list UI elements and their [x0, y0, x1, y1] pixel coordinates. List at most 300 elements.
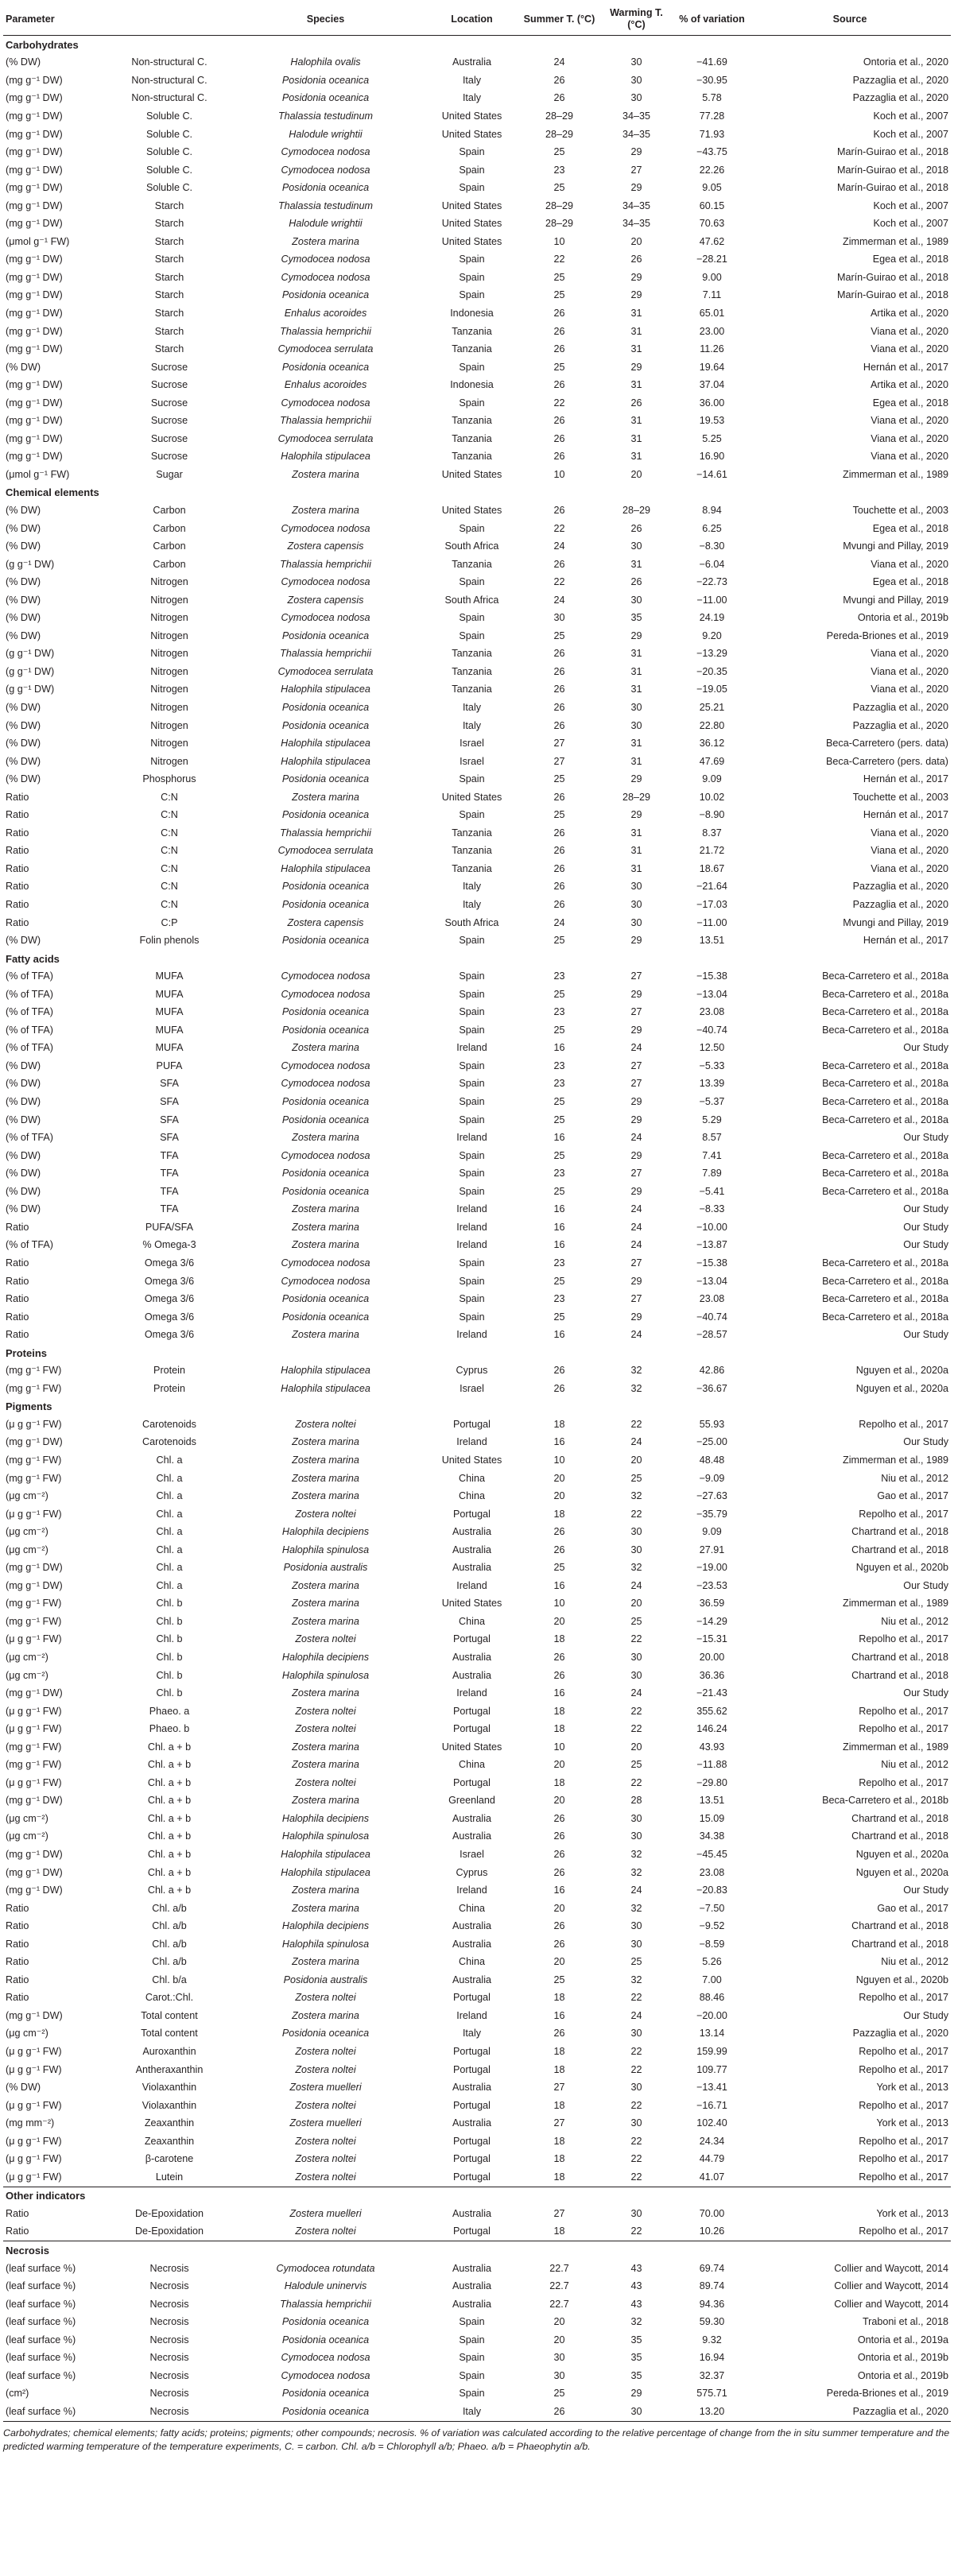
location-cell: Australia [452, 1974, 491, 1985]
group-header-row [3, 2187, 951, 2205]
table-row [3, 1828, 951, 1846]
unit-cell: (% DW) [6, 755, 41, 767]
table-row [3, 1218, 951, 1237]
unit-cell: (mg g⁻¹ FW) [6, 1382, 62, 1394]
variation-cell: −27.63 [696, 1490, 727, 1502]
unit-cell: (mg g⁻¹ DW) [6, 451, 63, 463]
unit-cell: (mg g⁻¹ DW) [6, 146, 63, 158]
parameter-cell: Antheraxanthin [135, 2063, 204, 2075]
source-cell: Our Study [903, 1436, 948, 1448]
warming-temperature-cell: 32 [630, 1902, 642, 1914]
summer-temperature-cell: 26 [553, 2028, 565, 2039]
source-cell: Gao et al., 2017 [877, 1490, 948, 1502]
table-row [3, 126, 951, 144]
species-cell: Halophila stipulacea [281, 738, 370, 750]
variation-cell: −9.09 [699, 1472, 725, 1484]
variation-cell: 16.90 [699, 451, 725, 463]
location-cell: Australia [452, 2082, 491, 2094]
unit-cell: Ratio [6, 1257, 29, 1269]
table-row [3, 627, 951, 645]
variation-cell: 44.79 [699, 2153, 725, 2165]
unit-cell: (g g⁻¹ DW) [6, 684, 55, 695]
source-cell: Beca-Carretero (pers. data) [826, 738, 948, 750]
summer-temperature-cell: 18 [553, 1723, 565, 1735]
variation-cell: 88.46 [699, 1992, 725, 2004]
warming-temperature-cell: 32 [630, 1382, 642, 1394]
location-cell: China [459, 1615, 485, 1627]
summer-temperature-cell: 27 [553, 755, 565, 767]
table-row [3, 1237, 951, 1255]
summer-temperature-cell: 23 [553, 1059, 565, 1071]
summer-temperature-cell: 25 [553, 1096, 565, 1108]
summer-temperature-cell: 30 [553, 2352, 565, 2364]
table-row [3, 1147, 951, 1165]
species-cell: Cymodocea nodosa [281, 146, 370, 158]
unit-cell: Ratio [6, 845, 29, 857]
source-cell: Chartrand et al., 2018 [851, 1830, 948, 1842]
unit-cell: Ratio [6, 1311, 29, 1323]
parameter-cell: Omega 3/6 [144, 1275, 195, 1287]
table-row [3, 663, 951, 681]
species-cell: Zostera marina [292, 235, 359, 247]
species-cell: Halophila stipulacea [281, 1849, 370, 1860]
group-title: Fatty acids [6, 952, 60, 965]
summer-temperature-cell: 23 [553, 1006, 565, 1018]
warming-temperature-cell: 27 [630, 970, 642, 982]
table-row [3, 1720, 951, 1738]
table-row [3, 1021, 951, 1040]
warming-temperature-cell: 30 [630, 881, 642, 893]
unit-cell: Ratio [6, 2207, 29, 2219]
table-row [3, 1954, 951, 1972]
variation-cell: 9.09 [702, 1526, 722, 1538]
location-cell: United States [441, 504, 502, 516]
table-row [3, 2331, 951, 2349]
variation-cell: 13.14 [699, 2028, 725, 2039]
parameter-cell: TFA [160, 1185, 179, 1197]
warming-temperature-cell: 30 [630, 1544, 642, 1555]
variation-cell: 77.28 [699, 110, 725, 122]
summer-temperature-cell: 26 [553, 684, 565, 695]
table-row [3, 717, 951, 735]
species-cell: Zostera marina [292, 1795, 359, 1807]
warming-temperature-cell: 32 [630, 1562, 642, 1574]
source-cell: Nguyen et al., 2020a [855, 1365, 948, 1377]
source-cell: Pereda-Briones et al., 2019 [826, 2388, 948, 2400]
parameter-cell: Necrosis [149, 2369, 189, 2381]
warming-temperature-cell: 24 [630, 1885, 642, 1896]
species-cell: Halophila stipulacea [281, 1365, 370, 1377]
species-cell: Zostera noltei [295, 1508, 356, 1520]
location-cell: Ireland [456, 1132, 487, 1144]
parameter-cell: Nitrogen [150, 702, 188, 713]
warming-temperature-cell: 34–35 [622, 128, 651, 140]
warming-temperature-cell: 31 [630, 432, 642, 444]
species-cell: Cymodocea serrulata [277, 665, 374, 677]
table-row [3, 591, 951, 610]
location-cell: Israel [460, 1382, 484, 1394]
location-cell: Portugal [453, 1776, 491, 1788]
species-cell: Cymodocea nodosa [281, 2352, 370, 2364]
table-row [3, 2295, 951, 2314]
table-row [3, 90, 951, 108]
warming-temperature-cell: 30 [630, 1812, 642, 1824]
variation-cell: 36.12 [699, 738, 725, 750]
variation-cell: 5.26 [702, 1956, 722, 1968]
source-cell: Repolho et al., 2017 [859, 1776, 948, 1788]
location-cell: United States [441, 468, 502, 480]
summer-temperature-cell: 18 [553, 2171, 565, 2183]
summer-temperature-cell: 25 [553, 1024, 565, 1036]
summer-temperature-cell: 18 [553, 1776, 565, 1788]
summer-temperature-cell: 26 [553, 1812, 565, 1824]
parameter-cell: C:P [161, 916, 178, 928]
table-row [3, 1559, 951, 1577]
summer-temperature-cell: 25 [553, 1974, 565, 1985]
parameter-cell: Non-structural C. [131, 74, 207, 86]
source-cell: Zimmerman et al., 1989 [843, 468, 948, 480]
table-row [3, 2132, 951, 2151]
location-cell: Spain [459, 1024, 485, 1036]
source-cell: Beca-Carretero et al., 2018a [822, 1149, 948, 1161]
source-cell: Gao et al., 2017 [877, 1902, 948, 1914]
location-cell: Portugal [453, 2135, 491, 2147]
warming-temperature-cell: 30 [630, 899, 642, 911]
warming-temperature-cell: 29 [630, 289, 642, 301]
table-row [3, 1183, 951, 1201]
unit-cell: (% DW) [6, 738, 41, 750]
header-source: Source [749, 3, 951, 36]
unit-cell: (mg g⁻¹ DW) [6, 1849, 63, 1860]
summer-temperature-cell: 27 [553, 2082, 565, 2094]
summer-temperature-cell: 26 [553, 1938, 565, 1950]
header-parameter: Parameter [3, 3, 111, 36]
table-row [3, 1631, 951, 1649]
parameter-cell: C:N [161, 809, 178, 821]
warming-temperature-cell: 30 [630, 74, 642, 86]
group-title: Carbohydrates [6, 38, 79, 51]
location-cell: Ireland [456, 1436, 487, 1448]
parameter-cell: Chl. a + b [147, 1759, 192, 1771]
warming-temperature-cell: 28–29 [622, 791, 651, 803]
warming-temperature-cell: 25 [630, 1615, 642, 1627]
summer-temperature-cell: 22 [553, 576, 565, 588]
table-row [3, 1487, 951, 1505]
parameter-cell: Chl. a [156, 1508, 183, 1520]
variation-cell: 21.72 [699, 845, 725, 857]
warming-temperature-cell: 32 [630, 1849, 642, 1860]
location-cell: United States [441, 791, 502, 803]
variation-cell: 36.36 [699, 1669, 725, 1681]
species-cell: Posidonia oceanica [281, 773, 370, 785]
warming-temperature-cell: 20 [630, 235, 642, 247]
parameter-cell: Necrosis [149, 2352, 189, 2364]
unit-cell: Ratio [6, 881, 29, 893]
species-cell: Zostera marina [292, 1203, 359, 1215]
table-row [3, 734, 951, 753]
species-cell: Posidonia australis [283, 1562, 368, 1574]
table-row [3, 1523, 951, 1541]
location-cell: Tanzania [452, 558, 492, 570]
source-cell: Hernán et al., 2017 [863, 935, 948, 947]
location-cell: Cyprus [456, 1866, 488, 1878]
variation-cell: −13.87 [696, 1239, 727, 1251]
species-cell: Zostera muelleri [289, 2207, 362, 2219]
summer-temperature-cell: 25 [553, 629, 565, 641]
source-cell: Viana et al., 2020 [871, 451, 948, 463]
variation-cell: 8.94 [702, 504, 722, 516]
species-cell: Posidonia oceanica [281, 719, 370, 731]
warming-temperature-cell: 27 [630, 1006, 642, 1018]
parameter-cell: Chl. a [156, 1526, 183, 1538]
table-row [3, 2168, 951, 2187]
warming-temperature-cell: 30 [630, 1830, 642, 1842]
warming-temperature-cell: 30 [630, 2082, 642, 2094]
warming-temperature-cell: 35 [630, 2369, 642, 2381]
unit-cell: (mg g⁻¹ DW) [6, 271, 63, 283]
location-cell: Portugal [453, 2153, 491, 2165]
group-title: Necrosis [3, 2241, 951, 2260]
species-cell: Posidonia oceanica [281, 2334, 370, 2346]
warming-temperature-cell: 29 [630, 361, 642, 373]
parameter-cell: Nitrogen [150, 629, 188, 641]
table-row [3, 1595, 951, 1613]
table-row [3, 1757, 951, 1775]
source-cell: Koch et al., 2007 [873, 110, 948, 122]
summer-temperature-cell: 23 [553, 1257, 565, 1269]
location-cell: Tanzania [452, 343, 492, 355]
variation-cell: −13.41 [696, 2082, 727, 2094]
species-cell: Zostera noltei [295, 1633, 356, 1645]
variation-cell: −10.00 [696, 1221, 727, 1233]
warming-temperature-cell: 29 [630, 1024, 642, 1036]
location-cell: United States [441, 1454, 502, 1466]
summer-temperature-cell: 20 [553, 1902, 565, 1914]
warming-temperature-cell: 29 [630, 629, 642, 641]
summer-temperature-cell: 10 [553, 1454, 565, 1466]
parameter-cell: Omega 3/6 [144, 1311, 195, 1323]
variation-cell: 109.77 [696, 2063, 727, 2075]
table-row [3, 448, 951, 467]
warming-temperature-cell: 24 [630, 1329, 642, 1341]
parameter-cell: Chl. b [156, 1598, 183, 1610]
unit-cell: (μ g g⁻¹ FW) [6, 1776, 62, 1788]
location-cell: Australia [452, 1544, 491, 1555]
species-cell: Thalassia hemprichii [280, 2298, 371, 2310]
unit-cell: (% DW) [6, 719, 41, 731]
variation-cell: 7.41 [702, 1149, 722, 1161]
warming-temperature-cell: 35 [630, 2334, 642, 2346]
species-cell: Zostera marina [292, 1598, 359, 1610]
summer-temperature-cell: 26 [553, 1669, 565, 1681]
header-species: Species [228, 3, 423, 36]
parameter-cell: Carotenoids [142, 1436, 196, 1448]
unit-cell: (leaf surface %) [6, 2334, 76, 2346]
warming-temperature-cell: 31 [630, 845, 642, 857]
warming-temperature-cell: 22 [630, 1508, 642, 1520]
warming-temperature-cell: 34–35 [622, 218, 651, 230]
variation-cell: −9.52 [699, 1920, 725, 1932]
species-cell: Posidonia oceanica [281, 1311, 370, 1323]
summer-temperature-cell: 26 [553, 1365, 565, 1377]
variation-cell: 36.00 [699, 397, 725, 409]
warming-temperature-cell: 24 [630, 1579, 642, 1591]
parameter-cell: Nitrogen [150, 648, 188, 660]
warming-temperature-cell: 31 [630, 307, 642, 319]
table-row [3, 1613, 951, 1631]
parameter-cell: Chl. a/b [152, 1920, 187, 1932]
summer-temperature-cell: 26 [553, 1830, 565, 1842]
table-row [3, 2313, 951, 2331]
summer-temperature-cell: 26 [553, 827, 565, 839]
location-cell: Tanzania [452, 862, 492, 874]
summer-temperature-cell: 18 [553, 1992, 565, 2004]
source-cell: Zimmerman et al., 1989 [843, 1454, 948, 1466]
species-cell: Zostera noltei [295, 1705, 356, 1717]
species-cell: Zostera marina [292, 1902, 359, 1914]
location-cell: Israel [460, 738, 484, 750]
source-cell: Our Study [903, 2009, 948, 2021]
parameter-cell: Omega 3/6 [144, 1257, 195, 1269]
source-cell: Viana et al., 2020 [871, 325, 948, 337]
source-cell: York et al., 2013 [876, 2117, 948, 2129]
source-cell: Beca-Carretero et al., 2018a [822, 1006, 948, 1018]
species-cell: Posidonia oceanica [281, 92, 370, 104]
parameter-cell: Soluble C. [145, 182, 193, 194]
parameter-cell: Starch [154, 218, 184, 230]
table-row [3, 466, 951, 484]
unit-cell: (% DW) [6, 1149, 41, 1161]
warming-temperature-cell: 30 [630, 1669, 642, 1681]
table-row [3, 1881, 951, 1900]
group-header-row [3, 36, 951, 54]
source-cell: Beca-Carretero et al., 2018a [822, 1275, 948, 1287]
variation-cell: 22.26 [699, 164, 725, 176]
variation-cell: 13.51 [699, 1795, 725, 1807]
summer-temperature-cell: 20 [553, 1472, 565, 1484]
parameter-cell: De-Epoxidation [134, 2207, 204, 2219]
species-cell: Thalassia testudinum [277, 199, 373, 211]
source-cell: Repolho et al., 2017 [859, 2171, 948, 2183]
table-row [3, 896, 951, 914]
warming-temperature-cell: 24 [630, 1221, 642, 1233]
unit-cell: (μ g g⁻¹ FW) [6, 2099, 62, 2111]
table-row [3, 72, 951, 90]
unit-cell: (mg g⁻¹ DW) [6, 199, 63, 211]
table-row [3, 269, 951, 287]
variation-cell: 70.00 [699, 2207, 725, 2219]
variation-cell: 12.50 [699, 1042, 725, 1054]
group-header-row [3, 950, 951, 968]
variation-cell: −20.83 [696, 1885, 727, 1896]
variation-cell: −15.38 [696, 970, 727, 982]
variation-cell: −11.00 [696, 916, 727, 928]
location-cell: South Africa [444, 540, 499, 552]
species-cell: Halophila spinulosa [281, 1830, 370, 1842]
warming-temperature-cell: 27 [630, 1168, 642, 1180]
parameter-cell: Soluble C. [145, 164, 193, 176]
variation-cell: −7.50 [699, 1902, 725, 1914]
warming-temperature-cell: 22 [630, 2135, 642, 2147]
parameter-cell: SFA [160, 1114, 179, 1125]
source-cell: Marín-Guirao et al., 2018 [836, 164, 948, 176]
location-cell: Tanzania [452, 415, 492, 427]
source-cell: Koch et al., 2007 [873, 128, 948, 140]
location-cell: Italy [462, 2028, 482, 2039]
source-cell: Pazzaglia et al., 2020 [852, 702, 948, 713]
variation-cell: 10.02 [699, 791, 725, 803]
warming-temperature-cell: 30 [630, 1938, 642, 1950]
unit-cell: (mg g⁻¹ FW) [6, 1598, 62, 1610]
warming-temperature-cell: 32 [630, 1365, 642, 1377]
location-cell: Israel [460, 755, 484, 767]
source-cell: Nguyen et al., 2020a [855, 1866, 948, 1878]
variation-cell: −29.80 [696, 1776, 727, 1788]
parameter-cell: MUFA [155, 1006, 184, 1018]
unit-cell: (μ g g⁻¹ FW) [6, 2171, 62, 2183]
species-cell: Posidonia oceanica [281, 1293, 370, 1305]
warming-temperature-cell: 32 [630, 1866, 642, 1878]
summer-temperature-cell: 26 [553, 1526, 565, 1538]
table-row [3, 1738, 951, 1757]
location-cell: Australia [452, 1812, 491, 1824]
source-cell: Our Study [903, 1042, 948, 1054]
parameter-cell: Chl. b [156, 1633, 183, 1645]
location-cell: Italy [462, 719, 482, 731]
location-cell: United States [441, 128, 502, 140]
unit-cell: (mg g⁻¹ DW) [6, 128, 63, 140]
source-cell: Collier and Waycott, 2014 [834, 2280, 948, 2292]
table-row [3, 358, 951, 377]
table-row [3, 412, 951, 430]
species-cell: Thalassia hemprichii [280, 325, 371, 337]
variation-cell: 5.25 [702, 432, 722, 444]
parameter-cell: Nitrogen [150, 738, 188, 750]
location-cell: Spain [459, 1311, 485, 1323]
source-cell: Marín-Guirao et al., 2018 [836, 271, 948, 283]
unit-cell: (μ g g⁻¹ FW) [6, 2046, 62, 2058]
variation-cell: −25.00 [696, 1436, 727, 1448]
source-cell: Repolho et al., 2017 [859, 1723, 948, 1735]
unit-cell: (mg g⁻¹ DW) [6, 1866, 63, 1878]
unit-cell: (% DW) [6, 361, 41, 373]
species-cell: Zostera marina [292, 1239, 359, 1251]
unit-cell: Ratio [6, 809, 29, 821]
parameter-cell: Nitrogen [150, 665, 188, 677]
warming-temperature-cell: 24 [630, 2009, 642, 2021]
source-cell: Chartrand et al., 2018 [851, 1812, 948, 1824]
warming-temperature-cell: 31 [630, 684, 642, 695]
table-row [3, 2277, 951, 2295]
summer-temperature-cell: 22.7 [549, 2262, 569, 2274]
warming-temperature-cell: 31 [630, 451, 642, 463]
table-row [3, 1989, 951, 2008]
table-row [3, 681, 951, 699]
unit-cell: Ratio [6, 1902, 29, 1914]
variation-cell: 43.93 [699, 1741, 725, 1753]
table-row [3, 179, 951, 197]
variation-cell: 7.00 [702, 1974, 722, 1985]
warming-temperature-cell: 29 [630, 773, 642, 785]
table-row [3, 1057, 951, 1075]
parameter-cell: Carotenoids [142, 1418, 196, 1430]
variation-cell: 42.86 [699, 1365, 725, 1377]
location-cell: South Africa [444, 594, 499, 606]
variation-cell: −45.45 [696, 1849, 727, 1860]
location-cell: Australia [452, 1562, 491, 1574]
parameter-cell: C:N [161, 881, 178, 893]
source-cell: Egea et al., 2018 [872, 397, 948, 409]
